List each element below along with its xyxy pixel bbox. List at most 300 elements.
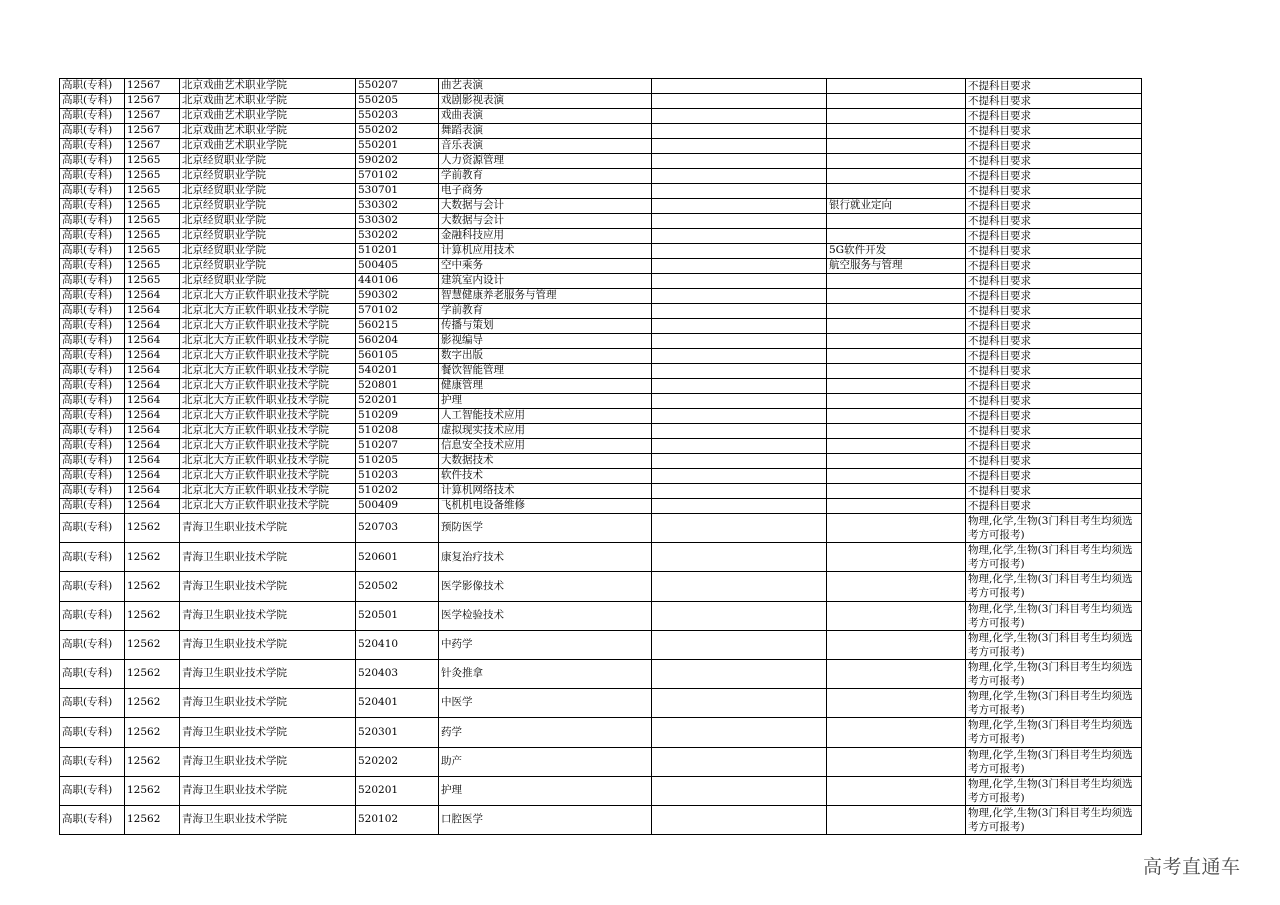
- table-row: [60, 319, 1142, 334]
- note-cell: [652, 572, 827, 601]
- school-code-cell: 12564: [125, 394, 180, 409]
- table-row: [60, 124, 1142, 139]
- level-cell: 高职(专科): [60, 689, 125, 718]
- requirement-cell: 物理,化学,生物(3门科目考生均须选考方可报考): [966, 747, 1142, 776]
- school-name-cell: 北京北大方正软件职业技术学院: [180, 379, 356, 394]
- level-cell: 高职(专科): [60, 630, 125, 659]
- level-cell: 高职(专科): [60, 469, 125, 484]
- note-cell: [652, 543, 827, 572]
- school-code-cell: 12564: [125, 409, 180, 424]
- major-code-cell: 520301: [356, 718, 439, 747]
- school-code-cell: 12562: [125, 572, 180, 601]
- major-code-cell: 520601: [356, 543, 439, 572]
- table-row: [60, 349, 1142, 364]
- direction-cell: [827, 109, 966, 124]
- school-name-cell: 北京北大方正软件职业技术学院: [180, 454, 356, 469]
- school-name-cell: 北京戏曲艺术职业学院: [180, 79, 356, 94]
- major-name-cell: 计算机应用技术: [439, 244, 652, 259]
- table-row: [60, 409, 1142, 424]
- table-row: [60, 514, 1142, 543]
- school-name-cell: 北京北大方正软件职业技术学院: [180, 484, 356, 499]
- direction-cell: [827, 289, 966, 304]
- major-code-cell: 520801: [356, 379, 439, 394]
- direction-cell: [827, 364, 966, 379]
- major-code-cell: 520501: [356, 601, 439, 630]
- major-name-cell: 口腔医学: [439, 805, 652, 834]
- school-name-cell: 青海卫生职业技术学院: [180, 659, 356, 688]
- direction-cell: [827, 805, 966, 834]
- note-cell: [652, 439, 827, 454]
- level-cell: 高职(专科): [60, 747, 125, 776]
- level-cell: 高职(专科): [60, 424, 125, 439]
- table-row: [60, 274, 1142, 289]
- note-cell: [652, 229, 827, 244]
- major-name-cell: 软件技术: [439, 469, 652, 484]
- table-row: [60, 718, 1142, 747]
- note-cell: [652, 154, 827, 169]
- major-name-cell: 影视编导: [439, 334, 652, 349]
- direction-cell: [827, 139, 966, 154]
- table-row: [60, 543, 1142, 572]
- requirement-cell: 物理,化学,生物(3门科目考生均须选考方可报考): [966, 572, 1142, 601]
- major-code-cell: 520401: [356, 689, 439, 718]
- table-row: [60, 139, 1142, 154]
- note-cell: [652, 454, 827, 469]
- level-cell: 高职(专科): [60, 124, 125, 139]
- requirement-cell: 不提科目要求: [966, 424, 1142, 439]
- level-cell: 高职(专科): [60, 349, 125, 364]
- direction-cell: [827, 379, 966, 394]
- school-name-cell: 北京北大方正软件职业技术学院: [180, 409, 356, 424]
- note-cell: [652, 334, 827, 349]
- major-code-cell: 590202: [356, 154, 439, 169]
- level-cell: 高职(专科): [60, 601, 125, 630]
- note-cell: [652, 601, 827, 630]
- school-code-cell: 12564: [125, 289, 180, 304]
- direction-cell: [827, 659, 966, 688]
- major-code-cell: 530302: [356, 199, 439, 214]
- major-name-cell: 飞机机电设备维修: [439, 499, 652, 514]
- major-name-cell: 电子商务: [439, 184, 652, 199]
- note-cell: [652, 184, 827, 199]
- requirement-cell: 不提科目要求: [966, 274, 1142, 289]
- school-code-cell: 12562: [125, 689, 180, 718]
- major-code-cell: 570102: [356, 304, 439, 319]
- level-cell: 高职(专科): [60, 514, 125, 543]
- major-code-cell: 560204: [356, 334, 439, 349]
- school-code-cell: 12564: [125, 304, 180, 319]
- direction-cell: [827, 319, 966, 334]
- school-name-cell: 青海卫生职业技术学院: [180, 776, 356, 805]
- level-cell: 高职(专科): [60, 659, 125, 688]
- table-row: [60, 454, 1142, 469]
- major-name-cell: 医学检验技术: [439, 601, 652, 630]
- level-cell: 高职(专科): [60, 244, 125, 259]
- table-row: [60, 259, 1142, 274]
- note-cell: [652, 109, 827, 124]
- school-code-cell: 12565: [125, 274, 180, 289]
- note-cell: [652, 319, 827, 334]
- level-cell: 高职(专科): [60, 109, 125, 124]
- table-row: [60, 499, 1142, 514]
- level-cell: 高职(专科): [60, 169, 125, 184]
- table-row: [60, 289, 1142, 304]
- school-code-cell: 12564: [125, 469, 180, 484]
- table-body: [60, 79, 1142, 835]
- note-cell: [652, 199, 827, 214]
- major-name-cell: 中药学: [439, 630, 652, 659]
- table-row: [60, 304, 1142, 319]
- major-code-cell: 570102: [356, 169, 439, 184]
- school-code-cell: 12562: [125, 514, 180, 543]
- major-code-cell: 520102: [356, 805, 439, 834]
- school-name-cell: 青海卫生职业技术学院: [180, 630, 356, 659]
- major-name-cell: 学前教育: [439, 169, 652, 184]
- direction-cell: [827, 543, 966, 572]
- school-name-cell: 北京经贸职业学院: [180, 274, 356, 289]
- level-cell: 高职(专科): [60, 543, 125, 572]
- school-name-cell: 北京北大方正软件职业技术学院: [180, 319, 356, 334]
- note-cell: [652, 94, 827, 109]
- note-cell: [652, 659, 827, 688]
- level-cell: 高职(专科): [60, 154, 125, 169]
- requirement-cell: 物理,化学,生物(3门科目考生均须选考方可报考): [966, 718, 1142, 747]
- note-cell: [652, 79, 827, 94]
- direction-cell: [827, 439, 966, 454]
- major-name-cell: 餐饮智能管理: [439, 364, 652, 379]
- requirement-cell: 不提科目要求: [966, 379, 1142, 394]
- school-code-cell: 12565: [125, 214, 180, 229]
- level-cell: 高职(专科): [60, 214, 125, 229]
- level-cell: 高职(专科): [60, 454, 125, 469]
- requirement-cell: 物理,化学,生物(3门科目考生均须选考方可报考): [966, 630, 1142, 659]
- table-row: [60, 184, 1142, 199]
- major-name-cell: 人力资源管理: [439, 154, 652, 169]
- note-cell: [652, 214, 827, 229]
- major-name-cell: 虚拟现实技术应用: [439, 424, 652, 439]
- requirement-cell: 物理,化学,生物(3门科目考生均须选考方可报考): [966, 601, 1142, 630]
- table-row: [60, 469, 1142, 484]
- school-name-cell: 北京经贸职业学院: [180, 259, 356, 274]
- requirement-cell: 不提科目要求: [966, 409, 1142, 424]
- school-code-cell: 12565: [125, 199, 180, 214]
- table-row: [60, 109, 1142, 124]
- note-cell: [652, 747, 827, 776]
- requirement-cell: 不提科目要求: [966, 334, 1142, 349]
- requirement-cell: 不提科目要求: [966, 454, 1142, 469]
- note-cell: [652, 304, 827, 319]
- major-code-cell: 530701: [356, 184, 439, 199]
- major-code-cell: 510209: [356, 409, 439, 424]
- requirement-cell: 不提科目要求: [966, 184, 1142, 199]
- major-code-cell: 500405: [356, 259, 439, 274]
- school-name-cell: 青海卫生职业技术学院: [180, 601, 356, 630]
- school-name-cell: 北京戏曲艺术职业学院: [180, 139, 356, 154]
- level-cell: 高职(专科): [60, 304, 125, 319]
- school-name-cell: 青海卫生职业技术学院: [180, 572, 356, 601]
- requirement-cell: 不提科目要求: [966, 139, 1142, 154]
- school-code-cell: 12564: [125, 319, 180, 334]
- major-code-cell: 530302: [356, 214, 439, 229]
- direction-cell: [827, 572, 966, 601]
- direction-cell: [827, 689, 966, 718]
- school-code-cell: 12564: [125, 364, 180, 379]
- school-code-cell: 12564: [125, 484, 180, 499]
- direction-cell: [827, 304, 966, 319]
- major-name-cell: 建筑室内设计: [439, 274, 652, 289]
- school-name-cell: 青海卫生职业技术学院: [180, 689, 356, 718]
- school-code-cell: 12564: [125, 454, 180, 469]
- note-cell: [652, 169, 827, 184]
- major-name-cell: 戏剧影视表演: [439, 94, 652, 109]
- major-name-cell: 人工智能技术应用: [439, 409, 652, 424]
- table-row: [60, 214, 1142, 229]
- school-name-cell: 青海卫生职业技术学院: [180, 718, 356, 747]
- school-name-cell: 青海卫生职业技术学院: [180, 543, 356, 572]
- table-row: [60, 364, 1142, 379]
- school-name-cell: 北京北大方正软件职业技术学院: [180, 364, 356, 379]
- level-cell: 高职(专科): [60, 776, 125, 805]
- major-code-cell: 440106: [356, 274, 439, 289]
- table-row: [60, 805, 1142, 834]
- level-cell: 高职(专科): [60, 259, 125, 274]
- major-code-cell: 520703: [356, 514, 439, 543]
- level-cell: 高职(专科): [60, 94, 125, 109]
- school-name-cell: 北京戏曲艺术职业学院: [180, 124, 356, 139]
- requirement-cell: 物理,化学,生物(3门科目考生均须选考方可报考): [966, 543, 1142, 572]
- level-cell: 高职(专科): [60, 319, 125, 334]
- direction-cell: [827, 747, 966, 776]
- table-row: [60, 394, 1142, 409]
- major-name-cell: 空中乘务: [439, 259, 652, 274]
- table-row: [60, 154, 1142, 169]
- direction-cell: [827, 409, 966, 424]
- school-code-cell: 12562: [125, 776, 180, 805]
- requirement-cell: 不提科目要求: [966, 394, 1142, 409]
- requirement-cell: 不提科目要求: [966, 259, 1142, 274]
- direction-cell: [827, 630, 966, 659]
- major-code-cell: 510202: [356, 484, 439, 499]
- requirement-cell: 不提科目要求: [966, 244, 1142, 259]
- school-name-cell: 北京经贸职业学院: [180, 199, 356, 214]
- major-code-cell: 520502: [356, 572, 439, 601]
- major-name-cell: 传播与策划: [439, 319, 652, 334]
- direction-cell: [827, 601, 966, 630]
- school-code-cell: 12562: [125, 601, 180, 630]
- watermark-logo-text: 高考直通车: [1143, 856, 1241, 878]
- table-row: [60, 747, 1142, 776]
- school-code-cell: 12562: [125, 718, 180, 747]
- school-code-cell: 12567: [125, 94, 180, 109]
- direction-cell: [827, 514, 966, 543]
- school-code-cell: 12564: [125, 334, 180, 349]
- level-cell: 高职(专科): [60, 79, 125, 94]
- level-cell: 高职(专科): [60, 379, 125, 394]
- school-name-cell: 北京北大方正软件职业技术学院: [180, 424, 356, 439]
- direction-cell: [827, 274, 966, 289]
- direction-cell: [827, 94, 966, 109]
- table-row: [60, 484, 1142, 499]
- direction-cell: [827, 484, 966, 499]
- note-cell: [652, 244, 827, 259]
- major-code-cell: 510208: [356, 424, 439, 439]
- level-cell: 高职(专科): [60, 805, 125, 834]
- requirement-cell: 不提科目要求: [966, 154, 1142, 169]
- level-cell: 高职(专科): [60, 572, 125, 601]
- requirement-cell: 不提科目要求: [966, 349, 1142, 364]
- requirement-cell: 不提科目要求: [966, 229, 1142, 244]
- note-cell: [652, 379, 827, 394]
- major-name-cell: 学前教育: [439, 304, 652, 319]
- major-code-cell: 510205: [356, 454, 439, 469]
- note-cell: [652, 689, 827, 718]
- requirement-cell: 不提科目要求: [966, 439, 1142, 454]
- note-cell: [652, 364, 827, 379]
- level-cell: 高职(专科): [60, 499, 125, 514]
- major-name-cell: 针灸推拿: [439, 659, 652, 688]
- requirement-cell: 不提科目要求: [966, 364, 1142, 379]
- major-name-cell: 护理: [439, 776, 652, 805]
- requirement-cell: 物理,化学,生物(3门科目考生均须选考方可报考): [966, 659, 1142, 688]
- major-name-cell: 护理: [439, 394, 652, 409]
- level-cell: 高职(专科): [60, 439, 125, 454]
- direction-cell: [827, 334, 966, 349]
- major-name-cell: 智慧健康养老服务与管理: [439, 289, 652, 304]
- requirement-cell: 不提科目要求: [966, 484, 1142, 499]
- direction-cell: [827, 124, 966, 139]
- school-name-cell: 北京北大方正软件职业技术学院: [180, 439, 356, 454]
- major-code-cell: 550201: [356, 139, 439, 154]
- table-row: [60, 659, 1142, 688]
- major-code-cell: 530202: [356, 229, 439, 244]
- enrollment-table: [59, 78, 1142, 835]
- table-row: [60, 689, 1142, 718]
- direction-cell: [827, 214, 966, 229]
- level-cell: 高职(专科): [60, 229, 125, 244]
- major-code-cell: 520201: [356, 776, 439, 805]
- level-cell: 高职(专科): [60, 409, 125, 424]
- note-cell: [652, 718, 827, 747]
- requirement-cell: 物理,化学,生物(3门科目考生均须选考方可报考): [966, 514, 1142, 543]
- major-name-cell: 康复治疗技术: [439, 543, 652, 572]
- major-name-cell: 戏曲表演: [439, 109, 652, 124]
- school-code-cell: 12565: [125, 169, 180, 184]
- table-row: [60, 94, 1142, 109]
- major-name-cell: 信息安全技术应用: [439, 439, 652, 454]
- major-name-cell: 大数据与会计: [439, 199, 652, 214]
- school-name-cell: 北京北大方正软件职业技术学院: [180, 304, 356, 319]
- major-name-cell: 曲艺表演: [439, 79, 652, 94]
- note-cell: [652, 409, 827, 424]
- direction-cell: [827, 79, 966, 94]
- major-name-cell: 健康管理: [439, 379, 652, 394]
- major-name-cell: 预防医学: [439, 514, 652, 543]
- major-code-cell: 510201: [356, 244, 439, 259]
- requirement-cell: 物理,化学,生物(3门科目考生均须选考方可报考): [966, 776, 1142, 805]
- major-code-cell: 510207: [356, 439, 439, 454]
- direction-cell: [827, 229, 966, 244]
- school-code-cell: 12565: [125, 184, 180, 199]
- table-row: [60, 572, 1142, 601]
- major-code-cell: 520201: [356, 394, 439, 409]
- direction-cell: [827, 394, 966, 409]
- requirement-cell: 不提科目要求: [966, 124, 1142, 139]
- school-code-cell: 12564: [125, 499, 180, 514]
- school-code-cell: 12564: [125, 349, 180, 364]
- note-cell: [652, 349, 827, 364]
- table-row: [60, 379, 1142, 394]
- school-code-cell: 12567: [125, 79, 180, 94]
- school-name-cell: 北京经贸职业学院: [180, 229, 356, 244]
- school-name-cell: 青海卫生职业技术学院: [180, 805, 356, 834]
- level-cell: 高职(专科): [60, 289, 125, 304]
- note-cell: [652, 630, 827, 659]
- requirement-cell: 不提科目要求: [966, 109, 1142, 124]
- major-name-cell: 助产: [439, 747, 652, 776]
- major-name-cell: 大数据技术: [439, 454, 652, 469]
- note-cell: [652, 289, 827, 304]
- table-row: [60, 244, 1142, 259]
- direction-cell: [827, 184, 966, 199]
- school-name-cell: 青海卫生职业技术学院: [180, 747, 356, 776]
- major-name-cell: 药学: [439, 718, 652, 747]
- table-row: [60, 199, 1142, 214]
- school-code-cell: 12567: [125, 109, 180, 124]
- note-cell: [652, 499, 827, 514]
- school-name-cell: 北京经贸职业学院: [180, 169, 356, 184]
- table-row: [60, 334, 1142, 349]
- table-row: [60, 79, 1142, 94]
- note-cell: [652, 424, 827, 439]
- note-cell: [652, 124, 827, 139]
- school-name-cell: 北京戏曲艺术职业学院: [180, 109, 356, 124]
- level-cell: 高职(专科): [60, 139, 125, 154]
- direction-cell: [827, 454, 966, 469]
- school-code-cell: 12567: [125, 139, 180, 154]
- requirement-cell: 不提科目要求: [966, 79, 1142, 94]
- major-code-cell: 520403: [356, 659, 439, 688]
- direction-cell: [827, 718, 966, 747]
- major-code-cell: 550202: [356, 124, 439, 139]
- school-code-cell: 12564: [125, 439, 180, 454]
- direction-cell: [827, 776, 966, 805]
- school-code-cell: 12562: [125, 630, 180, 659]
- table-row: [60, 776, 1142, 805]
- level-cell: 高职(专科): [60, 199, 125, 214]
- requirement-cell: 不提科目要求: [966, 94, 1142, 109]
- major-code-cell: 560105: [356, 349, 439, 364]
- level-cell: 高职(专科): [60, 364, 125, 379]
- school-code-cell: 12565: [125, 259, 180, 274]
- note-cell: [652, 484, 827, 499]
- major-name-cell: 数字出版: [439, 349, 652, 364]
- school-name-cell: 北京北大方正软件职业技术学院: [180, 499, 356, 514]
- school-name-cell: 北京经贸职业学院: [180, 154, 356, 169]
- note-cell: [652, 776, 827, 805]
- school-code-cell: 12567: [125, 124, 180, 139]
- school-name-cell: 北京经贸职业学院: [180, 184, 356, 199]
- school-code-cell: 12562: [125, 659, 180, 688]
- requirement-cell: 不提科目要求: [966, 214, 1142, 229]
- table-row: [60, 601, 1142, 630]
- requirement-cell: 不提科目要求: [966, 169, 1142, 184]
- requirement-cell: 不提科目要求: [966, 199, 1142, 214]
- direction-cell: [827, 469, 966, 484]
- major-code-cell: 520410: [356, 630, 439, 659]
- major-name-cell: 音乐表演: [439, 139, 652, 154]
- note-cell: [652, 259, 827, 274]
- direction-cell: [827, 499, 966, 514]
